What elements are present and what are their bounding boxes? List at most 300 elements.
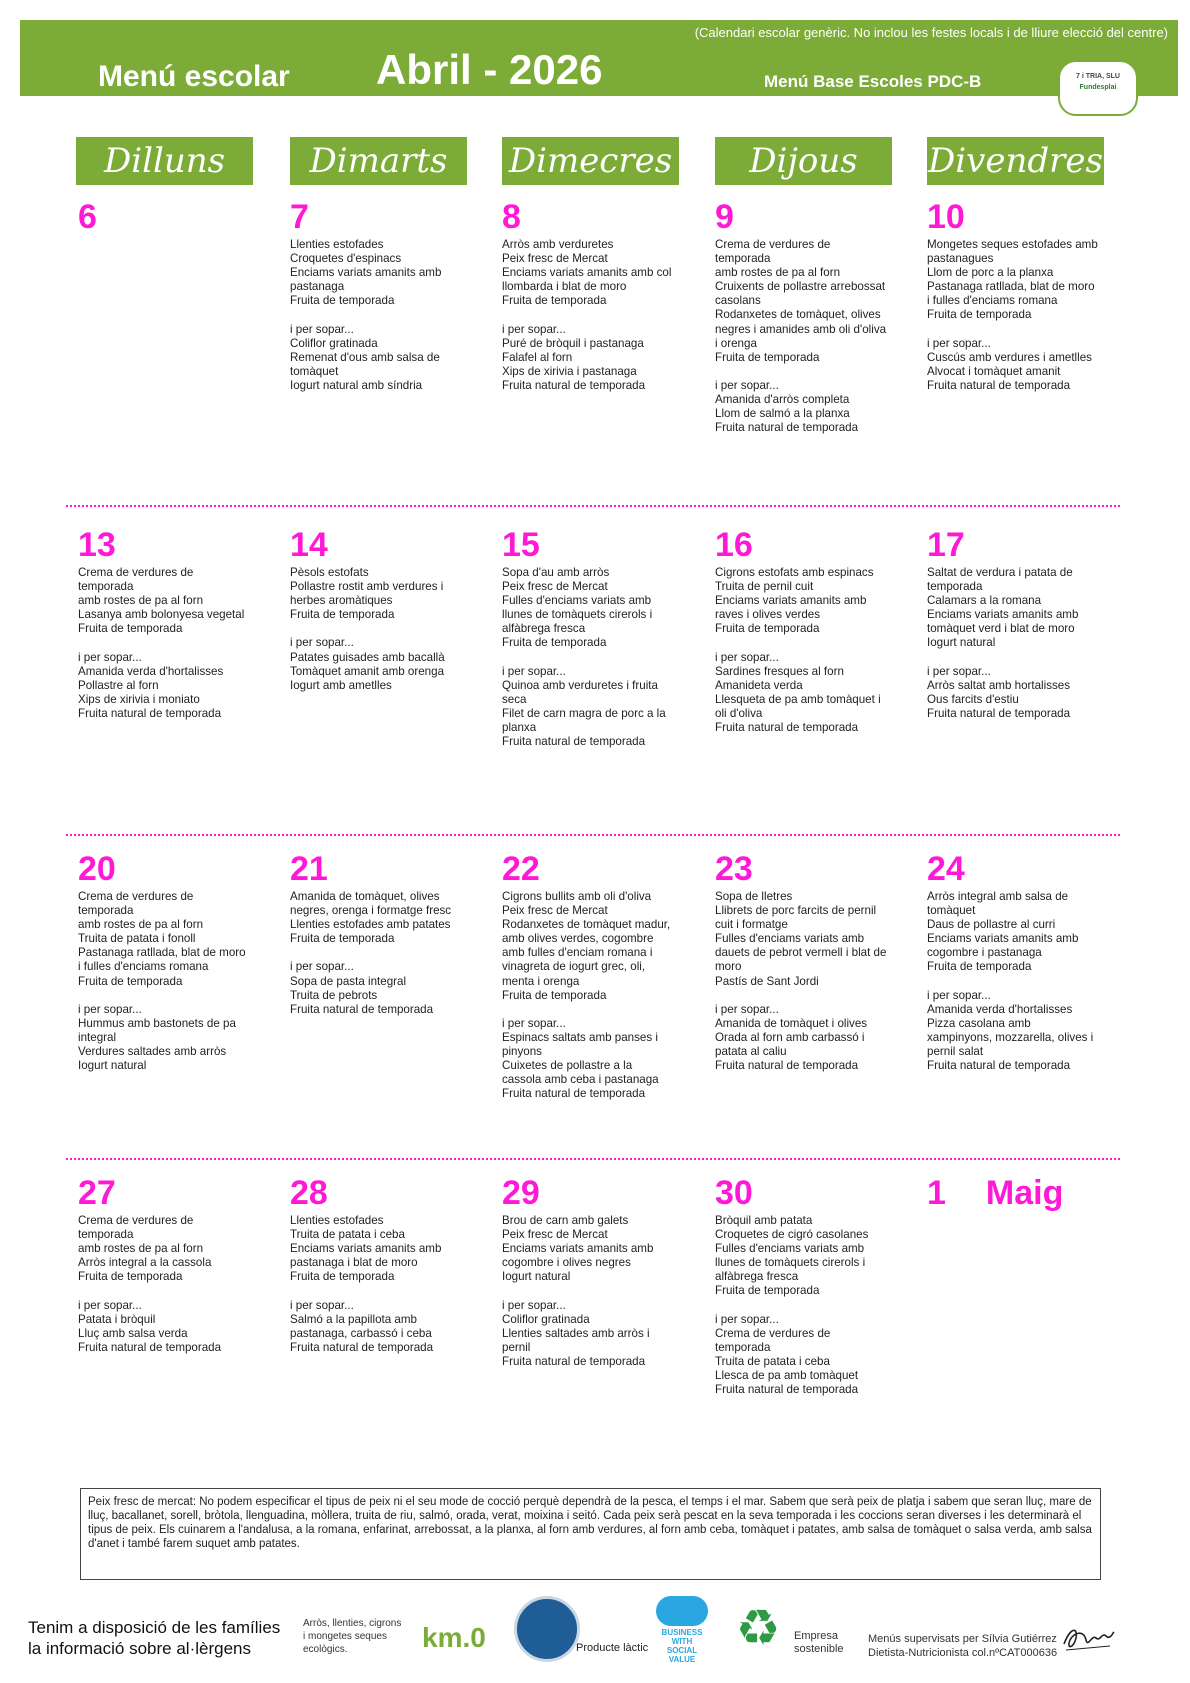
dinner-heading: i per sopar... [290, 1298, 354, 1312]
menu-item: Cruixents de pollastre arrebossat [715, 280, 886, 294]
menu-item [502, 1284, 680, 1298]
menu-item: Fulles d'enciams variats amb [715, 1242, 865, 1256]
day-number [290, 1174, 468, 1214]
menu-item: llombarda i blat de moro [502, 280, 627, 294]
menu-item: Llesqueta de pa amb tomàquet i [715, 692, 881, 706]
header-banner [20, 20, 1178, 96]
menu-item: Crema de verdures de [78, 890, 194, 903]
menu-item [502, 651, 680, 665]
menu-item: Peix fresc de Mercat [502, 1228, 608, 1242]
fresh-fish-note: Peix fresc de mercat: No podem especificar el tipus de peix ni el seu mode de cocció perquè dependrà de la pesca, el temps i el mar. Sabem que serà peix de platja i sabem que seran lluç, mare de lluç, bacallanet, sorell, bròtola, llenguadina, mòllera, truita de riu, salmó, orada, verat, moixina i seitó. Cada peix serà pescat en la seva temporada i les coccions seran diverses i les determinarà el tipus de peix. Els cuinarem a l'andalusa, a la romana, enfarinat, arrebossat, a la planxa, al forn amb verdures, al forn amb ceba, tomàquet i patates, amb salsa de tomàquet o salsa verda, amb salsa d'anet i també farem suquet amb patates. [80, 1488, 1101, 1580]
menu-item: Cigrons estofats amb espinacs [715, 566, 874, 579]
menu-lines [927, 890, 1105, 1073]
menu-item: Peix fresc de Mercat [502, 252, 608, 266]
menu-lines [290, 890, 468, 1017]
week-separator [66, 505, 1120, 507]
menu-item: Remenat d'ous amb salsa de [290, 350, 440, 364]
day-number [927, 526, 1105, 566]
menu-item: Fruita de temporada [290, 294, 395, 308]
day-number [927, 198, 1105, 238]
ecological-note [303, 1617, 401, 1656]
menu-item: Llom de porc a la planxa [927, 266, 1054, 280]
day-number-value: 22 [502, 850, 540, 888]
menu-item: pastanaga i blat de moro [290, 1256, 418, 1270]
menu-item: amb fulles d'enciam romana i [502, 946, 653, 960]
menu-item: integral [78, 1030, 117, 1044]
menu-item: pastanagues [927, 252, 994, 266]
menu-item: Lasanya amb bolonyesa vegetal [78, 608, 245, 622]
menu-item: Quinoa amb verduretes i fruita [502, 678, 658, 692]
menu-item: moro [715, 960, 742, 974]
dinner-heading: i per sopar... [927, 664, 991, 678]
menu-item: Verdures saltades amb arròs [78, 1045, 227, 1059]
menu-item: Enciams variats amanits amb [502, 1242, 654, 1256]
dinner-heading: i per sopar... [78, 1002, 142, 1016]
menu-item: Saltat de verdura i patata de [927, 566, 1073, 579]
menu-item: temporada [78, 1228, 134, 1242]
fundesplai-logo [1058, 60, 1138, 116]
menu-item: Sopa d'au amb arròs [502, 566, 610, 579]
menu-item [290, 1284, 468, 1298]
menu-item [78, 636, 256, 650]
day-cell [290, 1174, 468, 1355]
day-cell [927, 850, 1105, 1073]
menu-item: amb rostes de pa al forn [78, 918, 204, 932]
dinner-heading: i per sopar... [502, 1016, 566, 1030]
cow-logo-icon [514, 1596, 580, 1662]
day-cell [927, 198, 1105, 393]
menu-item: Truita de patata i ceba [290, 1228, 405, 1242]
day-cell [502, 1174, 680, 1369]
menu-item: Pèsols estofats [290, 566, 369, 579]
recycle-icon: ♻ [735, 1600, 781, 1656]
menu-item: tomàquet [290, 364, 339, 378]
menu-item [502, 1003, 680, 1017]
day-number [715, 850, 893, 890]
menu-item: planxa [502, 721, 537, 735]
eco-line-2: i mongetes seques [303, 1631, 387, 1642]
menu-item: Amanida verda d'hortalisses [78, 664, 224, 678]
eco-line-1: Arròs, llenties, cigrons [303, 1618, 402, 1629]
menu-item: Llesca de pa amb tomàquet [715, 1369, 859, 1383]
dinner-heading: i per sopar... [715, 378, 779, 392]
menu-item: menta i orenga [502, 974, 580, 988]
menu-item: Xips de xirivia i pastanaga [502, 364, 637, 378]
day-number [502, 526, 680, 566]
menu-item: Truita de pernil cuit [715, 580, 814, 594]
menu-lines [78, 1214, 256, 1355]
menu-item: Truita de patata i ceba [715, 1354, 830, 1368]
menu-item [290, 622, 468, 636]
allergens-info [28, 1617, 280, 1659]
day-number-value: 28 [290, 1174, 328, 1212]
menu-lines [927, 566, 1105, 721]
menu-lines [715, 238, 893, 435]
menu-item: tomàquet [927, 904, 976, 918]
menu-item [715, 1299, 893, 1313]
menu-item: Salmó a la papillota amb [290, 1312, 417, 1326]
menu-item: Fruita natural de temporada [502, 1087, 646, 1101]
menu-item: xampinyons, mozzarella, olives i [927, 1030, 1094, 1044]
menu-item: Patata i bròquil [78, 1312, 156, 1326]
menu-item: negres, orenga i formatge fresc [290, 904, 452, 918]
menu-item: Fruita natural de temporada [927, 378, 1071, 392]
menu-item: alfàbrega fresca [502, 622, 586, 636]
business-social-value-logo [656, 1596, 708, 1664]
menu-item: Enciams variats amanits amb [290, 1242, 442, 1256]
bsv-text: BUSINESS WITH SOCIAL VALUE [661, 1628, 703, 1664]
menu-item: Croquetes d'espinacs [290, 252, 402, 266]
base-menu-title: Menú Base Escoles PDC-B [764, 72, 982, 91]
menu-item: Fruita de temporada [78, 974, 183, 988]
dinner-heading: i per sopar... [502, 1298, 566, 1312]
menu-item: Llenties estofades amb patates [290, 918, 451, 932]
day-cell [715, 1174, 893, 1397]
menu-item [927, 651, 1105, 665]
dinner-heading: i per sopar... [715, 650, 779, 664]
menu-item: patata al caliu [715, 1045, 787, 1059]
day-number-value: 7 [290, 198, 309, 236]
dinner-heading: i per sopar... [290, 636, 354, 650]
dinner-heading: i per sopar... [78, 1298, 142, 1312]
signature-icon [1060, 1620, 1116, 1656]
menu-item: Pastís de Sant Jordi [715, 974, 819, 988]
menu-item: Fruita de temporada [715, 1284, 820, 1298]
menu-item [290, 308, 468, 322]
menu-lines [502, 1214, 680, 1369]
menu-item: llunes de tomàquets cirerols i [502, 608, 653, 622]
menu-item: Sopa de pasta integral [290, 974, 407, 988]
day-number [715, 198, 893, 238]
day-number [78, 526, 256, 566]
menu-item: Pollastre al forn [78, 678, 159, 692]
menu-item: Xips de xirivia i moniato [78, 692, 200, 706]
menu-title: Menú escolar [98, 60, 290, 93]
menu-item: pernil [502, 1340, 531, 1354]
menu-item: cassola amb ceba i pastanaga [502, 1073, 659, 1087]
week-separator [66, 1158, 1120, 1160]
menu-item: Fruita de temporada [715, 350, 820, 364]
day-number-value: 24 [927, 850, 965, 888]
menu-item: Lluç amb salsa verda [78, 1326, 188, 1340]
menu-item: Pastanaga ratllada, blat de moro [927, 280, 1095, 294]
menu-item: Peix fresc de Mercat [502, 904, 608, 918]
menu-item [715, 989, 893, 1003]
menu-item: temporada [78, 904, 134, 918]
menu-item: Amanida de tomàquet i olives [715, 1016, 868, 1030]
menu-item: Fruita natural de temporada [715, 721, 859, 735]
menu-item: amb rostes de pa al forn [78, 1242, 204, 1256]
menu-item: temporada [715, 1340, 771, 1354]
allergens-line-1: Tenim a disposició de les famílies [28, 1618, 281, 1637]
menu-item: Llibrets de porc farcits de pernil [715, 904, 877, 918]
day-number-value: 16 [715, 526, 753, 564]
menu-lines [290, 238, 468, 393]
menu-item: Tomàquet amanit amb orenga [290, 664, 445, 678]
menu-item: Llom de salmó a la planxa [715, 407, 850, 421]
menu-item: Cuixetes de pollastre a la [502, 1059, 633, 1073]
day-number-value: 21 [290, 850, 328, 888]
day-number [502, 198, 680, 238]
day-number-value: 17 [927, 526, 965, 564]
menu-lines [715, 566, 893, 735]
dinner-heading: i per sopar... [290, 322, 354, 336]
day-number-value: 8 [502, 198, 521, 236]
menu-item: Cigrons bullits amb oli d'oliva [502, 890, 652, 903]
day-number [290, 850, 468, 890]
day-number [927, 1174, 1105, 1214]
menu-item: Enciams variats amanits amb col [502, 266, 672, 280]
menu-item: Crema de verdures de [715, 238, 831, 251]
menu-item: pinyons [502, 1045, 542, 1059]
menu-item [78, 989, 256, 1003]
dinner-heading: i per sopar... [502, 322, 566, 336]
menu-item: Croquetes de cigró casolanes [715, 1228, 869, 1242]
menu-item: Fruita natural de temporada [290, 1002, 434, 1016]
menu-item: Enciams variats amanits amb [927, 932, 1079, 946]
day-cell [502, 526, 680, 749]
day-number-value: 29 [502, 1174, 540, 1212]
day-number [715, 526, 893, 566]
menu-item: Fruita de temporada [78, 622, 183, 636]
dinner-heading: i per sopar... [715, 1002, 779, 1016]
day-number-value: 6 [78, 198, 97, 236]
day-number [78, 198, 256, 238]
menu-item: Sopa de lletres [715, 890, 793, 903]
menu-item: Rodanxetes de tomàquet, olives [715, 308, 881, 322]
day-number-value: 20 [78, 850, 116, 888]
menu-item: Pizza casolana amb [927, 1016, 1031, 1030]
weekday-monday: Dilluns [76, 137, 253, 185]
menu-item: Crema de verdures de [78, 1214, 194, 1227]
menu-item: Iogurt natural [78, 1059, 147, 1073]
menu-item: negres i amanides amb oli d'oliva [715, 322, 887, 336]
menu-item: llunes de tomàquets cirerols i [715, 1256, 866, 1270]
menu-item [715, 365, 893, 379]
menu-lines [715, 890, 893, 1073]
menu-item: temporada [715, 252, 771, 266]
menu-item: Calamars a la romana [927, 594, 1042, 608]
menu-item: Espinacs saltats amb panses i [502, 1030, 658, 1044]
calendar-notice: (Calendari escolar genèric. No inclou les festes locals i de lliure elecció del centre) [694, 25, 1168, 40]
supervised-line-2: Dietista-Nutricionista col.nºCAT000636 [868, 1647, 1058, 1659]
menu-item: Fruita natural de temporada [715, 421, 859, 435]
menu-item: Patates guisades amb bacallà [290, 650, 445, 664]
weekday-friday: Divendres [927, 137, 1104, 185]
dinner-heading: i per sopar... [502, 664, 566, 678]
menu-lines [78, 566, 256, 721]
empresa-line-2: sostenible [794, 1643, 844, 1655]
menu-item: i fulles d'enciams romana [78, 960, 209, 974]
supervised-line-1: Menús supervisats per Sílvia Gutiérrez [868, 1633, 1057, 1645]
day-number [715, 1174, 893, 1214]
menu-item: cuit i formatge [715, 918, 788, 932]
menu-item: amb rostes de pa al forn [715, 266, 841, 280]
menu-item [502, 308, 680, 322]
day-number [927, 850, 1105, 890]
menu-item: tomàquet verd i blat de moro [927, 622, 1075, 636]
menu-item: Fruita de temporada [715, 622, 820, 636]
menu-item: Fruita natural de temporada [715, 1059, 859, 1073]
dinner-heading: i per sopar... [927, 336, 991, 350]
menu-lines [502, 238, 680, 393]
day-number-value: 1 [927, 1174, 946, 1212]
dinner-heading: i per sopar... [78, 650, 142, 664]
menu-item [290, 946, 468, 960]
weekday-wednesday: Dimecres [502, 137, 679, 185]
menu-item: Fruita de temporada [927, 960, 1032, 974]
menu-item: casolans [715, 294, 761, 308]
menu-item: Fruita de temporada [502, 294, 607, 308]
menu-item: Arròs amb verduretes [502, 238, 614, 251]
menu-lines [78, 890, 256, 1073]
dinner-heading: i per sopar... [290, 960, 354, 974]
menu-item: Amanida de tomàquet, olives [290, 890, 440, 903]
menu-item: Crema de verdures de [715, 1326, 831, 1340]
day-number-value: 23 [715, 850, 753, 888]
infinity-icon [656, 1596, 708, 1626]
day-cell [715, 198, 893, 435]
menu-item: Coliflor gratinada [502, 1312, 590, 1326]
menu-item: Enciams variats amanits amb [715, 594, 867, 608]
menu-item: Mongetes seques estofades amb [927, 238, 1098, 251]
menu-item: Fruita de temporada [290, 1270, 395, 1284]
day-cell [78, 198, 256, 238]
day-cell [290, 198, 468, 393]
menu-item: Hummus amb bastonets de pa [78, 1016, 236, 1030]
menu-item: amb olives verdes, cogombre [502, 932, 654, 946]
menu-item: oli d'oliva [715, 706, 763, 720]
day-cell [927, 1174, 1105, 1214]
day-number [78, 850, 256, 890]
menu-item: Fruita natural de temporada [78, 706, 222, 720]
menu-item: pastanaga, carbassó i ceba [290, 1326, 432, 1340]
menu-item: herbes aromàtiques [290, 594, 393, 608]
menu-item: Fruita de temporada [290, 932, 395, 946]
menu-item: Amanideta verda [715, 678, 803, 692]
menu-item: cogombre i pastanaga [927, 946, 1042, 960]
menu-lines [502, 566, 680, 749]
menu-item: Iogurt natural amb síndria [290, 378, 423, 392]
day-number-value: 14 [290, 526, 328, 564]
dinner-heading: i per sopar... [927, 988, 991, 1002]
dinner-heading: i per sopar... [715, 1312, 779, 1326]
day-number [290, 526, 468, 566]
day-cell [290, 850, 468, 1017]
month-label: Maig [985, 1174, 1064, 1212]
menu-item: i fulles d'enciams romana [927, 294, 1058, 308]
menu-item: Arròs saltat amb hortalisses [927, 678, 1071, 692]
menu-lines [715, 1214, 893, 1397]
menu-item: Enciams variats amanits amb [927, 608, 1079, 622]
day-number-value: 27 [78, 1174, 116, 1212]
menu-item: Fulles d'enciams variats amb [715, 932, 865, 946]
day-cell [78, 1174, 256, 1355]
menu-lines [502, 890, 680, 1101]
menu-item: i orenga [715, 336, 757, 350]
menu-item: pernil salat [927, 1045, 984, 1059]
day-cell [78, 526, 256, 721]
menu-item: Coliflor gratinada [290, 336, 378, 350]
menu-item: Fulles d'enciams variats amb [502, 594, 652, 608]
menu-item: Fruita natural de temporada [502, 735, 646, 749]
menu-item: Daus de pollastre al curri [927, 918, 1056, 932]
day-number-value: 9 [715, 198, 734, 236]
day-cell [927, 526, 1105, 721]
menu-item: Iogurt natural [502, 1270, 571, 1284]
menu-item: Peix fresc de Mercat [502, 580, 608, 594]
menu-item: dauets de pebrot vermell i blat de [715, 946, 887, 960]
menu-item: Fruita natural de temporada [502, 1354, 646, 1368]
day-number [290, 198, 468, 238]
menu-item: Brou de carn amb galets [502, 1214, 629, 1227]
menu-item: Ous farcits d'estiu [927, 692, 1019, 706]
day-cell [78, 850, 256, 1073]
menu-item: Puré de bròquil i pastanaga [502, 336, 644, 350]
menu-lines [290, 566, 468, 693]
menu-item: Falafel al forn [502, 350, 573, 364]
menu-item [78, 1284, 256, 1298]
menu-item: Arròs integral a la cassola [78, 1256, 212, 1270]
day-cell [715, 526, 893, 735]
menu-item: Iogurt amb ametlles [290, 678, 392, 692]
menu-item: Rodanxetes de tomàquet madur, [502, 918, 671, 932]
menu-item: Fruita de temporada [502, 636, 607, 650]
sustainable-company [794, 1630, 844, 1656]
menu-item: amb rostes de pa al forn [78, 594, 204, 608]
menu-item: Fruita natural de temporada [927, 1059, 1071, 1073]
menu-item: Fruita natural de temporada [502, 378, 646, 392]
menu-item: Alvocat i tomàquet amanit [927, 364, 1061, 378]
menu-lines [927, 238, 1105, 393]
menu-item: Cuscús amb verdures i ametlles [927, 350, 1092, 364]
menu-item: Sardines fresques al forn [715, 664, 844, 678]
menu-item: Filet de carn magra de porc a la [502, 706, 666, 720]
month-title: Abril - 2026 [376, 46, 603, 93]
weekday-tuesday: Dimarts [290, 137, 467, 185]
menu-item: pastanaga [290, 280, 345, 294]
menu-item: Fruita natural de temporada [927, 706, 1071, 720]
menu-item [927, 323, 1105, 337]
menu-item: Llenties saltades amb arròs i [502, 1326, 650, 1340]
menu-item: Fruita de temporada [78, 1270, 183, 1284]
menu-item: Fruita natural de temporada [78, 1340, 222, 1354]
menu-item: Fruita natural de temporada [290, 1340, 434, 1354]
menu-item: Arròs integral amb salsa de [927, 890, 1069, 903]
km0-logo: km.0 [422, 1622, 486, 1653]
menu-item: Iogurt natural [927, 636, 996, 650]
menu-item: raves i olives verdes [715, 608, 821, 622]
menu-item: Amanida d'arròs completa [715, 393, 850, 407]
menu-item: Truita de patata i fonoll [78, 932, 196, 946]
eco-line-3: ecològics. [303, 1644, 348, 1655]
menu-item: Bròquil amb patata [715, 1214, 813, 1227]
menu-item [927, 975, 1105, 989]
menu-item: Truita de pebrots [290, 988, 378, 1002]
menu-item: Fruita de temporada [290, 608, 395, 622]
day-number-value: 15 [502, 526, 540, 564]
empresa-line-1: Empresa [794, 1630, 839, 1642]
menu-item [715, 636, 893, 650]
menu-item: Llenties estofades [290, 1214, 384, 1227]
menu-item: Pastanaga ratllada, blat de moro [78, 946, 246, 960]
day-number-value: 30 [715, 1174, 753, 1212]
day-cell [502, 198, 680, 393]
menu-item: Fruita de temporada [927, 308, 1032, 322]
menu-item: Llenties estofades [290, 238, 384, 251]
day-cell [290, 526, 468, 693]
menu-item: Enciams variats amanits amb [290, 266, 442, 280]
